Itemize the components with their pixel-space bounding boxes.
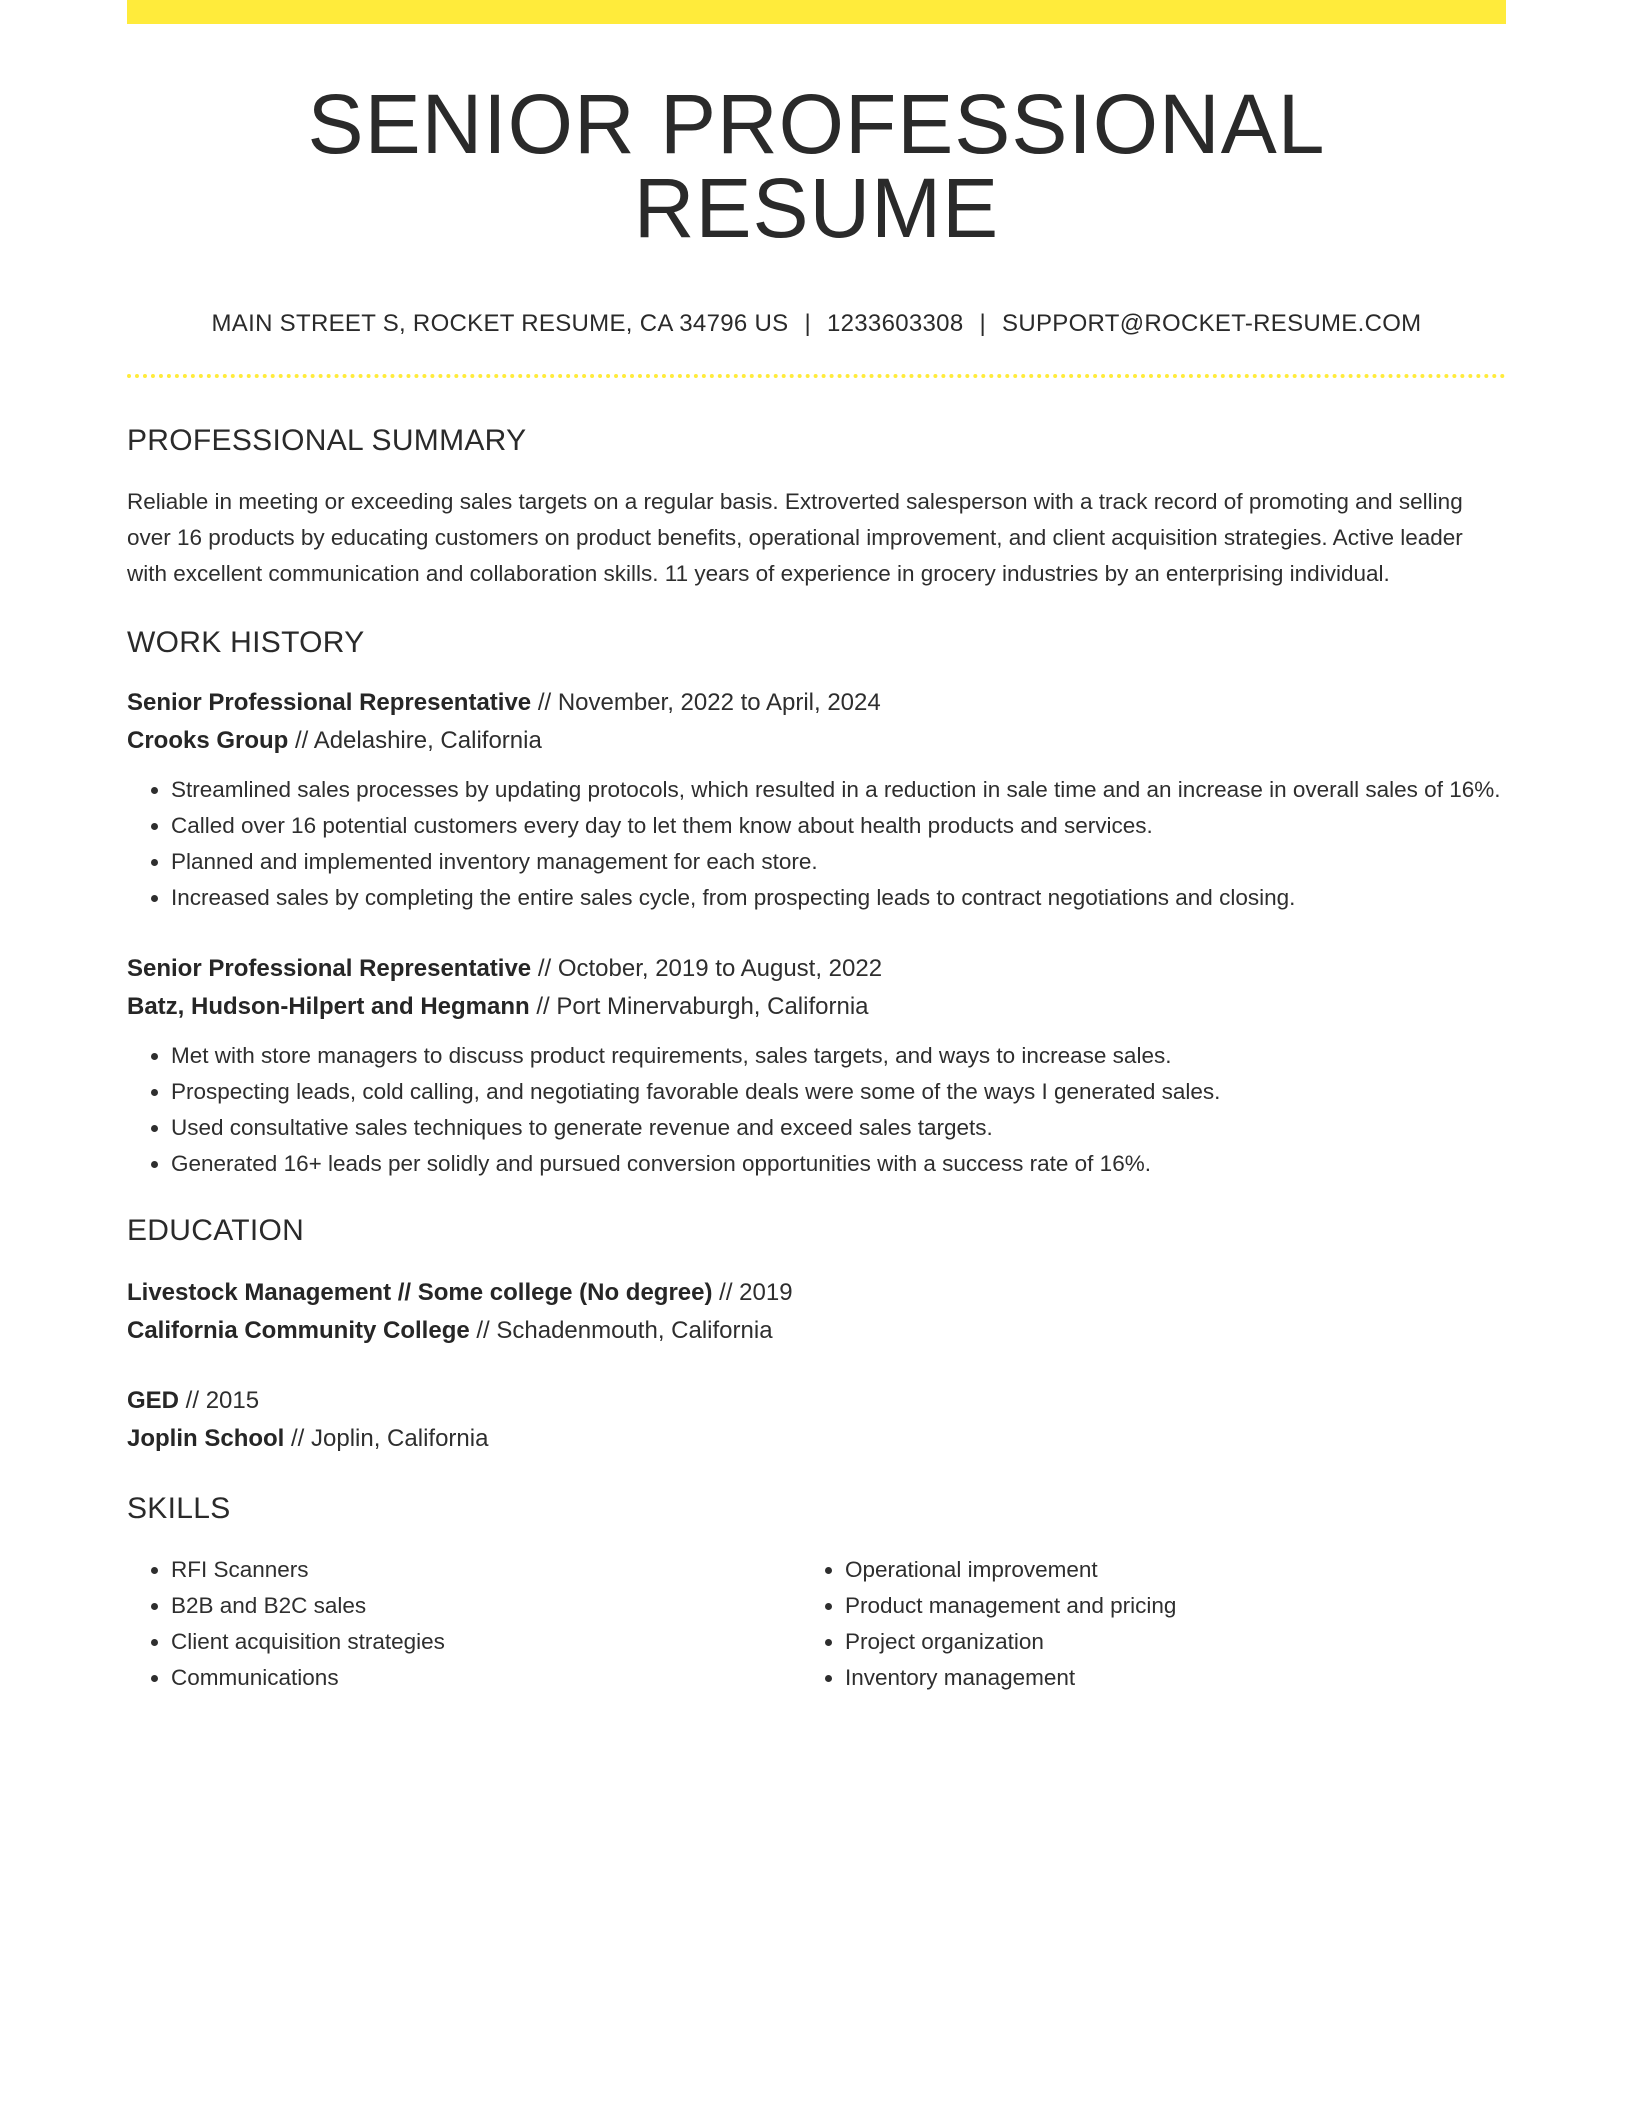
job-location: // Adelashire, California bbox=[288, 727, 542, 754]
skills-columns bbox=[127, 1552, 1506, 1696]
list-item: • B2B and B2C sales bbox=[171, 1588, 801, 1624]
list-item: • Communications bbox=[171, 1660, 801, 1696]
list-item: • Increased sales by completing the entire sales cycle, from prospecting leads to contract negotiations and closing. bbox=[171, 880, 1506, 916]
phone: 1233603308 bbox=[826, 310, 964, 337]
list-item: • Project organization bbox=[845, 1624, 1475, 1660]
list-item: • Prospecting leads, cold calling, and negotiating favorable deals were some of the ways I generated sales. bbox=[171, 1074, 1506, 1110]
list-item: • Met with store managers to discuss product requirements, sales targets, and ways to increase sales. bbox=[171, 1038, 1506, 1074]
resume-page bbox=[127, 0, 1506, 1696]
job-role: Senior Professional Representative bbox=[127, 955, 532, 982]
education-school: Joplin School bbox=[127, 1425, 285, 1452]
education-degree-line bbox=[127, 1274, 1506, 1312]
education-location: // Schadenmouth, California bbox=[469, 1317, 773, 1344]
list-item: • Inventory management bbox=[845, 1660, 1475, 1696]
education-degree-line bbox=[127, 1382, 1506, 1420]
job-bullets bbox=[127, 1038, 1506, 1182]
education-year: // 2019 bbox=[712, 1279, 793, 1306]
education-school-line bbox=[127, 1312, 1506, 1350]
job-bullets bbox=[127, 772, 1506, 916]
resume-title: SENIOR PROFESSIONAL RESUME bbox=[307, 77, 1326, 255]
list-item: • Product management and pricing bbox=[845, 1588, 1475, 1624]
job-location: // Port Minervaburgh, California bbox=[529, 993, 869, 1020]
job-entry bbox=[127, 950, 1506, 1182]
education-entry bbox=[127, 1382, 1506, 1458]
job-company: Crooks Group bbox=[127, 727, 289, 754]
job-entry bbox=[127, 684, 1506, 916]
list-item: • RFI Scanners bbox=[171, 1552, 801, 1588]
list-item: • Streamlined sales processes by updating protocols, which resulted in a reduction in sale time and an increase in overall sales of 16%. bbox=[171, 772, 1506, 808]
list-item: • Used consultative sales techniques to generate revenue and exceed sales targets. bbox=[171, 1110, 1506, 1146]
email: SUPPORT@ROCKET-RESUME.COM bbox=[1002, 310, 1422, 337]
list-item: • Operational improvement bbox=[845, 1552, 1475, 1588]
skills-list-right bbox=[801, 1552, 1475, 1696]
section-title-work-history: WORK HISTORY bbox=[127, 626, 365, 659]
education-entry bbox=[127, 1274, 1506, 1350]
dotted-divider bbox=[127, 374, 1506, 378]
job-role-line bbox=[127, 950, 1506, 988]
list-item: • Generated 16+ leads per solidly and pursued conversion opportunities with a success rate of 16%. bbox=[171, 1146, 1506, 1182]
job-company-line bbox=[127, 722, 1506, 760]
list-item: • Client acquisition strategies bbox=[171, 1624, 801, 1660]
list-item: • Planned and implemented inventory management for each store. bbox=[171, 844, 1506, 880]
job-company-line bbox=[127, 988, 1506, 1026]
job-role-line bbox=[127, 684, 1506, 722]
address: MAIN STREET S, ROCKET RESUME, CA 34796 US bbox=[211, 310, 789, 337]
accent-top-bar bbox=[127, 0, 1506, 24]
section-title-education: EDUCATION bbox=[127, 1214, 305, 1247]
job-dates: // November, 2022 to April, 2024 bbox=[531, 689, 881, 716]
section-title-skills: SKILLS bbox=[127, 1492, 231, 1525]
separator: | bbox=[804, 310, 811, 337]
education-degree: GED bbox=[127, 1387, 180, 1414]
section-title-summary: PROFESSIONAL SUMMARY bbox=[127, 424, 527, 457]
education-school-line bbox=[127, 1420, 1506, 1458]
job-company: Batz, Hudson-Hilpert and Hegmann bbox=[127, 993, 530, 1020]
education-school: California Community College bbox=[127, 1317, 470, 1344]
summary-text: Reliable in meeting or exceeding sales targets on a regular basis. Extroverted salesperson with a track record of promoting and selling over 16 products by educating customers on product benefits, operational improvement, and client acquisition strategies. Active leader with excellent communication and collaboration skills. 11 years of experience in grocery industries by an enterprising individual. bbox=[127, 489, 1463, 586]
education-year: // 2015 bbox=[179, 1387, 260, 1414]
separator: | bbox=[979, 310, 987, 337]
skills-list-left bbox=[127, 1552, 801, 1696]
education-location: // Joplin, California bbox=[284, 1425, 489, 1452]
list-item: • Called over 16 potential customers every day to let them know about health products and services. bbox=[171, 808, 1506, 844]
education-degree: Livestock Management // Some college (No degree) bbox=[127, 1279, 713, 1306]
job-dates: // October, 2019 to August, 2022 bbox=[531, 955, 883, 982]
contact-line bbox=[127, 312, 1506, 336]
job-role: Senior Professional Representative bbox=[127, 689, 532, 716]
